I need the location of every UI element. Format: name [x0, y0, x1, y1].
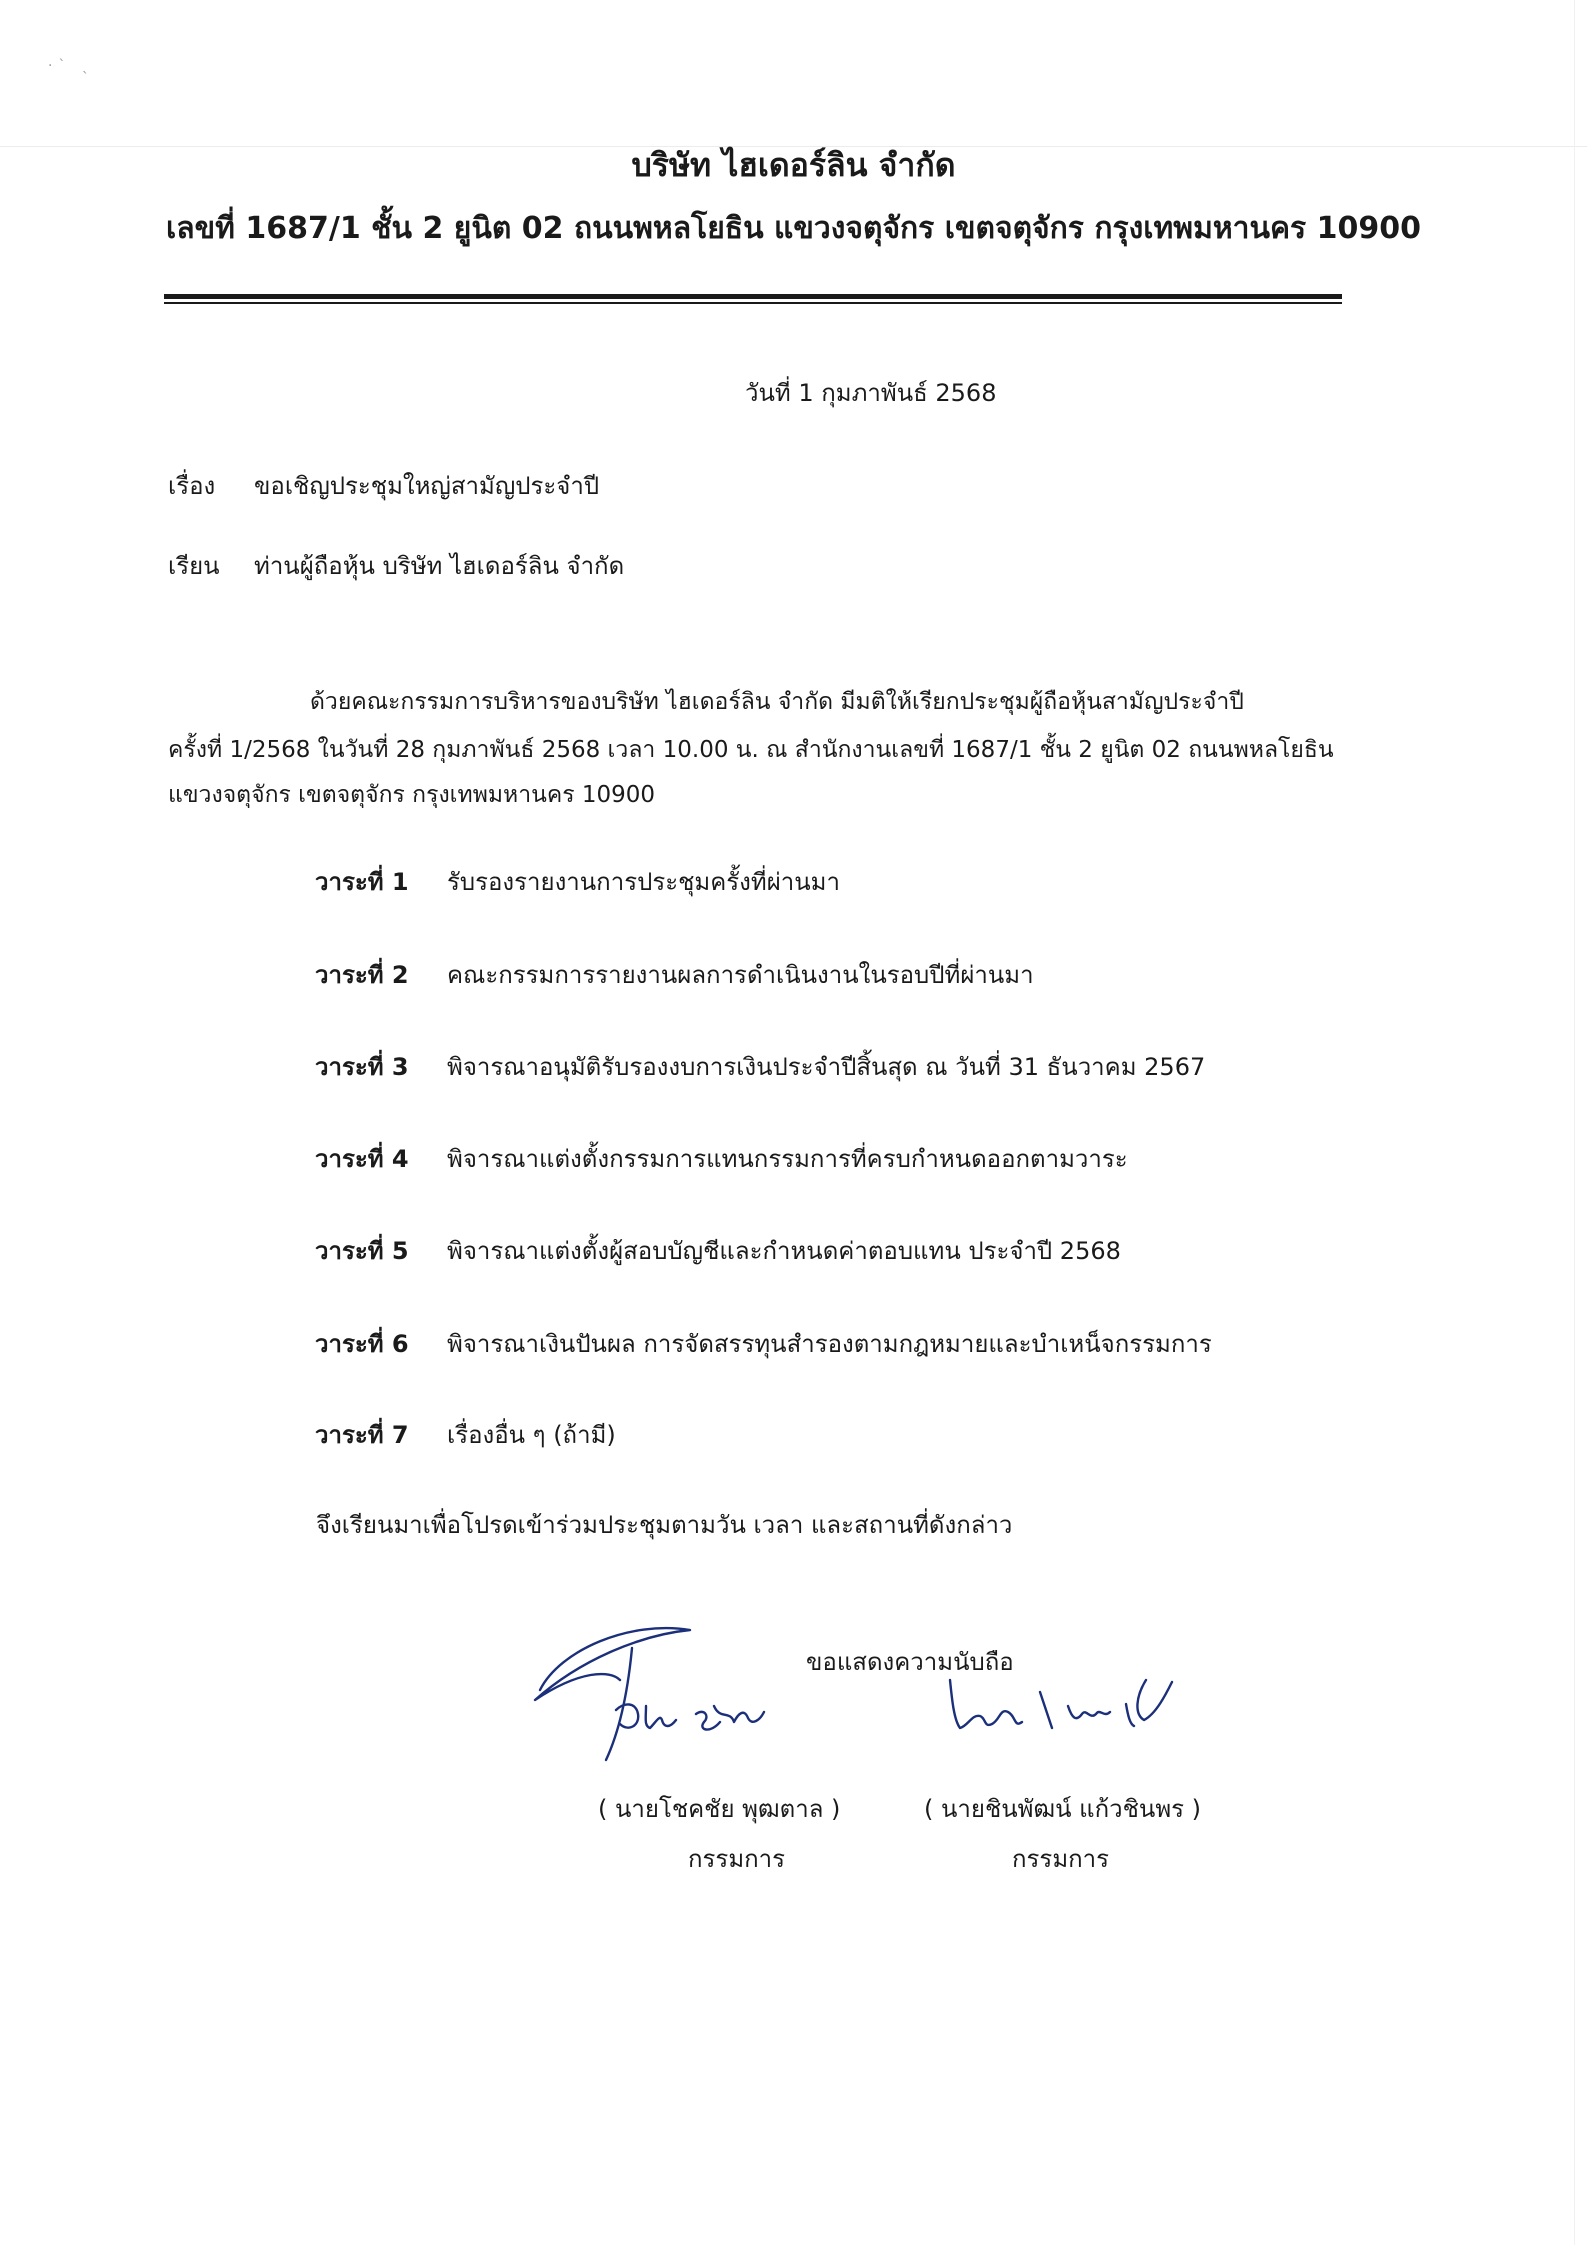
body-line: แขวงจตุจักร เขตจตุจักร กรุงเทพมหานคร 10900 [168, 782, 656, 808]
agenda-text: รับรองรายงานการประชุมครั้งที่ผ่านมา [447, 868, 840, 896]
agenda-text: เรื่องอื่น ๆ (ถ้ามี) [447, 1421, 616, 1449]
agenda-item [315, 955, 1034, 994]
recipient-text: ท่านผู้ถือหุ้น บริษัท ไฮเดอร์ลิน จำกัด [254, 552, 625, 580]
subject-text: ขอเชิญประชุมใหญ่สามัญประจำปี [254, 472, 600, 500]
company-name: บริษัท ไฮเดอร์ลิน จำกัด [631, 146, 956, 184]
agenda-text: พิจารณาแต่งตั้งผู้สอบบัญชีและกำหนดค่าตอบแทน ประจำปี 2568 [447, 1237, 1121, 1265]
agenda-label: วาระที่ 6 [315, 1330, 409, 1358]
agenda-label: วาระที่ 4 [315, 1145, 409, 1173]
header-divider [164, 294, 1342, 299]
recipient-label: เรียน [168, 552, 220, 580]
agenda-item [315, 1415, 616, 1454]
agenda-label: วาระที่ 3 [315, 1053, 409, 1081]
agenda-text: พิจารณาแต่งตั้งกรรมการแทนกรรมการที่ครบกำหนดออกตามวาระ [447, 1145, 1128, 1173]
agenda-item [315, 862, 840, 901]
signature-2 [950, 1680, 1172, 1728]
signatory-name-1: ( นายโชคชัย พุฒตาล ) [598, 1795, 841, 1823]
regards-text: ขอแสดงความนับถือ [806, 1648, 1014, 1676]
agenda-label: วาระที่ 2 [315, 961, 409, 989]
scan-artifact: ·ˋ ˎ [48, 58, 95, 74]
company-address: เลขที่ 1687/1 ชั้น 2 ยูนิต 02 ถนนพหลโยธิน แขวงจตุจักร เขตจตุจักร กรุงเทพมหานคร 10900 [166, 211, 1421, 246]
signatory-name-2: ( นายชินพัฒน์ แก้วชินพร ) [924, 1795, 1202, 1823]
subject-label: เรื่อง [168, 472, 216, 500]
agenda-item [315, 1139, 1128, 1178]
body-line: ครั้งที่ 1/2568 ในวันที่ 28 กุมภาพันธ์ 2568 เวลา 10.00 น. ณ สำนักงานเลขที่ 1687/1 ชั้น 2 ยูนิต 02 ถนนพหลโยธิน [168, 737, 1334, 763]
scan-edge-line-right [1574, 0, 1575, 2245]
agenda-label: วาระที่ 1 [315, 868, 409, 896]
subject-row [168, 466, 599, 505]
header-divider-thin [164, 302, 1342, 304]
signatory-role-1: กรรมการ [688, 1845, 786, 1873]
agenda-item [315, 1047, 1205, 1086]
agenda-label: วาระที่ 7 [315, 1421, 409, 1449]
agenda-label: วาระที่ 5 [315, 1237, 409, 1265]
recipient-row [168, 546, 624, 585]
agenda-text: คณะกรรมการรายงานผลการดำเนินงานในรอบปีที่ผ่านมา [447, 961, 1034, 989]
agenda-text: พิจารณาเงินปันผล การจัดสรรทุนสำรองตามกฎหมายและบำเหน็จกรรมการ [447, 1330, 1212, 1358]
signatory-role-2: กรรมการ [1012, 1845, 1110, 1873]
closing-text: จึงเรียนมาเพื่อโปรดเข้าร่วมประชุมตามวัน เวลา และสถานที่ดังกล่าว [316, 1511, 1013, 1539]
body-line: ด้วยคณะกรรมการบริหารของบริษัท ไฮเดอร์ลิน จำกัด มีมติให้เรียกประชุมผู้ถือหุ้นสามัญประจำปี [310, 689, 1244, 715]
agenda-text: พิจารณาอนุมัติรับรองงบการเงินประจำปีสิ้นสุด ณ วันที่ 31 ธันวาคม 2567 [447, 1053, 1206, 1081]
agenda-item [315, 1231, 1121, 1270]
letter-date: วันที่ 1 กุมภาพันธ์ 2568 [745, 379, 997, 407]
agenda-item [315, 1324, 1212, 1363]
signature-1 [535, 1628, 764, 1760]
handwritten-signatures [520, 1610, 1240, 1790]
